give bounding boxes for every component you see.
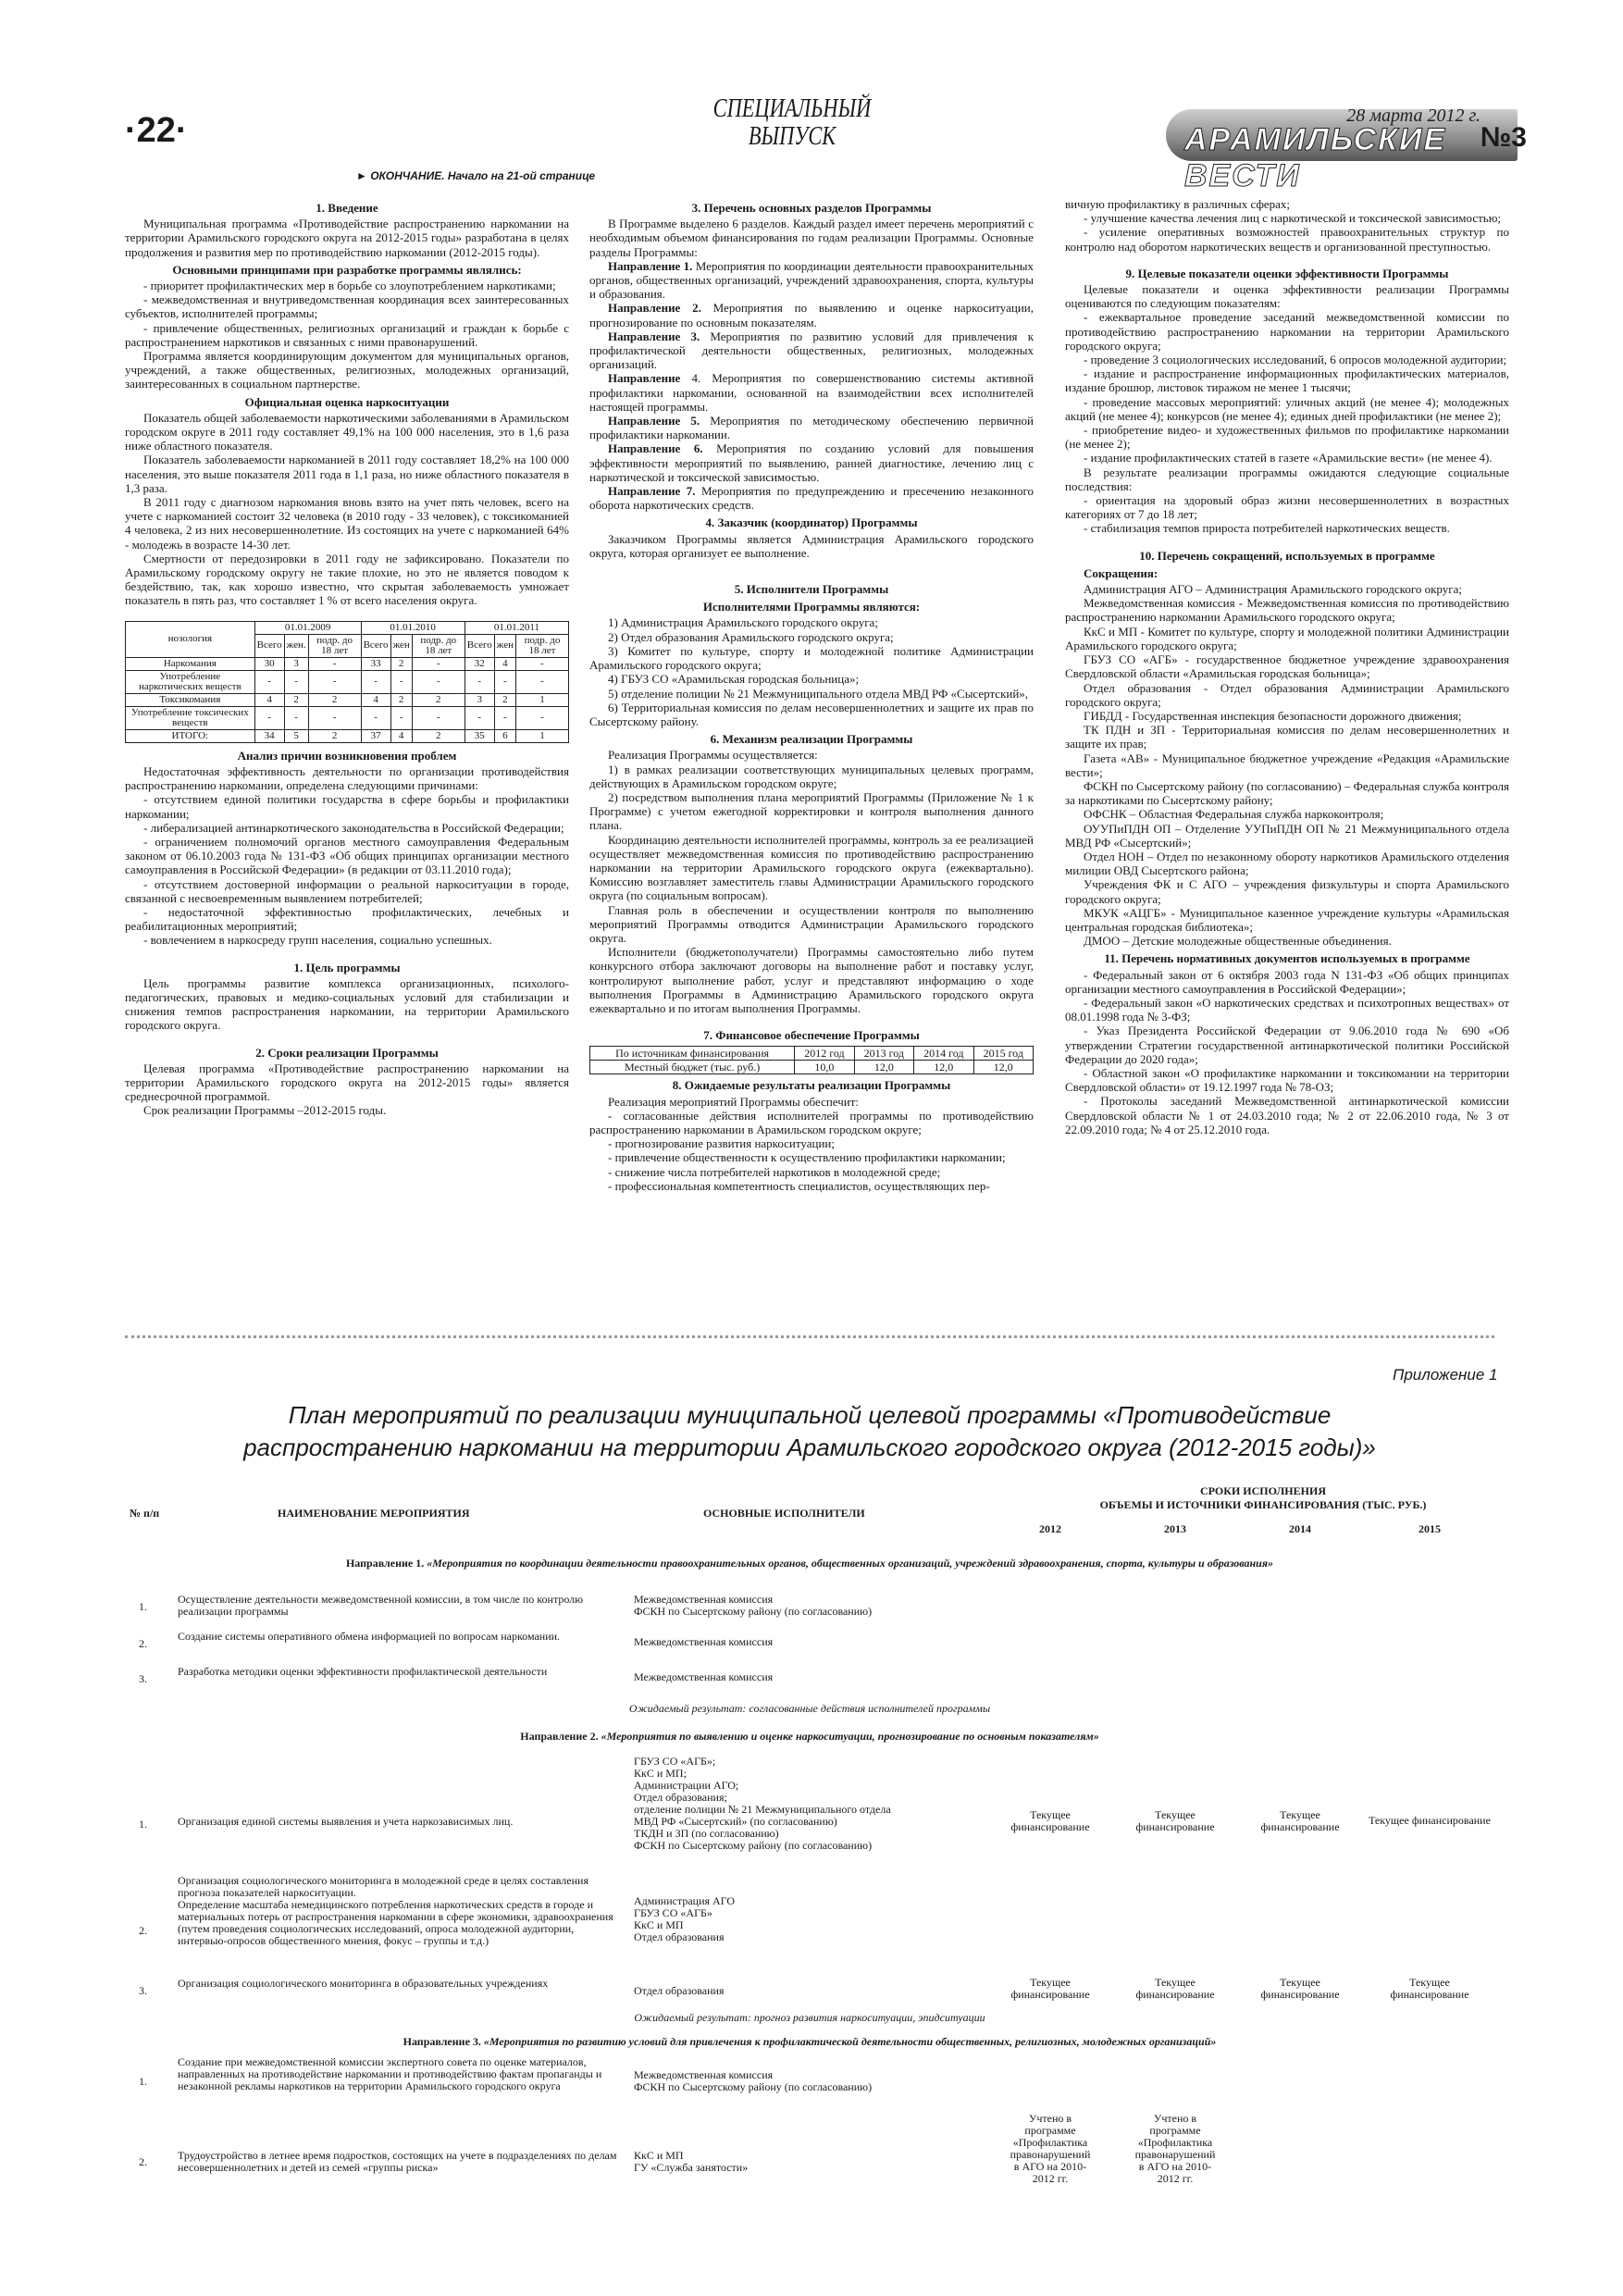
subheading: Исполнителями Программы являются:	[702, 600, 921, 614]
table-cell: 2	[412, 729, 465, 742]
paragraph: Показатель общей заболеваемости наркотическими заболеваниями в Арамильском городском округе в 2011 году составляет 49,1% на 100 000 населения, это в 1,6 раза ниже областного показателя.	[125, 410, 569, 453]
list-item: Отдел НОН – Отдел по незаконному обороту наркотиков Арамильского отделения милиции ОВД Сысертского района;	[1065, 849, 1509, 878]
table-cell: 2	[390, 657, 412, 670]
list-item: - снижение числа потребителей наркотиков в молодежной среде;	[608, 1164, 941, 1179]
direction-text: Мероприятия по координации деятельности правоохранительных органов, общественных организаций, учреждений здравоохранения, спорта, культуры и образования.	[589, 258, 1035, 302]
list-item: Газета «АВ» - Муниципальное бюджетное учреждение «Редакция «Арамильские вести»;	[1065, 751, 1509, 779]
table-header: подр. до 18 лет	[515, 634, 568, 657]
heading: 2. Сроки реализации Программы	[255, 1045, 439, 1060]
table-cell: 5	[284, 729, 308, 742]
column-3	[1065, 197, 1509, 1136]
list-item: - проведение 3 социологических исследований, 6 опросов молодежной аудитории;	[1084, 353, 1507, 367]
heading: 5. Исполнители Программы	[734, 582, 889, 597]
table-cell: Токсикомания	[126, 693, 255, 706]
list-item: Администрация АГО – Администрация Арамильского городского округа;	[1084, 582, 1462, 597]
direction-label: Направление 5.	[608, 414, 700, 428]
activity-name: Организация социологического мониторинга в образовательных учреждениях	[178, 1977, 549, 1990]
list-item: - вовлечением в наркосреду групп населения, социально успешных.	[143, 933, 492, 948]
table-cell: Наркомания	[126, 657, 255, 670]
activity-executors: ГБУЗ СО «АГБ»; КкС и МП; Администрации АГО; Отдел образования; отделение полиции № 21 Межмуниципального отдела МВД РФ «Сысертский» (по согласованию) ТКДН и ЗП (по согласованию) ФСКН по Сысертскому району (по согласованию)	[634, 1755, 891, 1852]
page-number: ·22·	[125, 111, 188, 150]
paragraph: Реализация Программы осуществляется:	[608, 748, 818, 763]
table-header: 2015 год	[973, 1047, 1033, 1061]
paragraph: Цель программы развитие комплекса организационных, психолого-педагогических, правовых и медико-социальных условий для стабилизации и снижения темпов распространения наркомании, на территории Арамильского городского округа.	[125, 975, 569, 1033]
expected-result: Ожидаемый результат: прогноз развития наркоситуации, эпидситуации	[634, 2011, 985, 2024]
table-cell: 2	[494, 693, 515, 706]
direction-label: Направление 3.	[608, 329, 700, 343]
list-item: - Протоколы заседаний Межведомственной антинаркотической комиссии Свердловской области № 1 от 24.03.2010 года; № 2 от 22.06.2010 года, № 3 от 22.09.2010 года; № 4 от 25.12.2010 года.	[1065, 1094, 1509, 1136]
special-line-1: СПЕЦИАЛЬНЫЙ	[712, 94, 872, 123]
paragraph: Исполнители (бюджетополучатели) Программы самостоятельно либо путем конкурсного отбора заключают договоры на выполнение работ и поставку услуг, контролируют выполнение работ, услуг и представляют информацию о ходе выполнения Программы в Администрацию Арамильского городского округа ежеквартально и по итогам выполнения Программы.	[589, 945, 1034, 1015]
issue-date: 28 марта 2012 г.	[1346, 105, 1481, 126]
paragraph: Реализация мероприятий Программы обеспечит:	[608, 1094, 860, 1109]
direction-label: Направление 2.	[608, 301, 701, 316]
table-cell: -	[412, 670, 465, 693]
table-cell: -	[308, 706, 361, 729]
table-cell: -	[361, 706, 390, 729]
morbidity-table	[125, 621, 569, 743]
table-cell: -	[465, 706, 494, 729]
list-item: МКУК «АЦГБ» - Муниципальное казенное учреждение культуры «Арамильская центральная городская библиотека»;	[1065, 905, 1509, 934]
direction-title: «Мероприятия по выявлению и оценке наркоситуации, прогнозирование по основным показателям»	[601, 1730, 1099, 1743]
list-item: КкС и МП - Комитет по культуре, спорту и молодежной политики Администрации Арамильского городского округа;	[1065, 624, 1509, 652]
direction-label: Направление 2.	[520, 1730, 599, 1743]
table-cell: 4	[494, 657, 515, 670]
direction-label: Направление 1.	[608, 258, 693, 273]
direction-3-heading	[125, 2036, 1494, 2048]
special-issue-label	[703, 95, 881, 151]
table-cell: 4	[390, 729, 412, 742]
table-cell: -	[390, 670, 412, 693]
finance-2012: Текущее финансирование	[1010, 1808, 1090, 1833]
table-cell: Местный бюджет (тыс. руб.)	[590, 1061, 795, 1074]
table-cell: 37	[361, 729, 390, 742]
table-cell: 35	[465, 729, 494, 742]
table-header: Всего	[465, 634, 494, 657]
finance-2014: Текущее финансирование	[1260, 1808, 1340, 1833]
table-header: 2013 год	[854, 1047, 913, 1061]
table-header: подр. до 18 лет	[412, 634, 465, 657]
list-item: 2) Отдел образования Арамильского городского округа;	[608, 629, 894, 644]
activity-name: Трудоустройство в летнее время подростков, состоящих на учете в подразделениях по делам несовершеннолетних и детей из семей «группы риска»	[178, 2149, 617, 2174]
direction-text: Мероприятия по предупреждению и пресечению незаконного оборота наркотических средств.	[589, 484, 1035, 513]
table-cell: -	[284, 706, 308, 729]
table-header: жен	[494, 634, 515, 657]
row-number: 3.	[139, 1672, 147, 1685]
activity-name: Разработка методики оценки эффективности профилактической деятельности	[178, 1665, 548, 1678]
special-line-2: ВЫПУСК	[748, 122, 836, 151]
year-2015: 2015	[1419, 1522, 1441, 1535]
heading: 8. Ожидаемые результаты реализации Программы	[672, 1078, 951, 1093]
table-cell: -	[515, 670, 568, 693]
table-cell: 12,0	[854, 1061, 913, 1074]
paragraph: вичную профилактику в различных сферах;	[1065, 197, 1291, 211]
table-cell: -	[494, 670, 515, 693]
paragraph: Главная роль в обеспечении и осуществлении контроля по выполнению мероприятий Программы отводится Администрации Арамильского городского округа.	[589, 902, 1034, 945]
table-header: 01.01.2010	[361, 621, 465, 634]
heading: 7. Финансовое обеспечение Программы	[703, 1028, 920, 1043]
finance-2012: Текущее финансирование	[1010, 1976, 1090, 2001]
table-header: 2014 год	[914, 1047, 973, 1061]
finance-table	[589, 1046, 1034, 1074]
table-cell: 30	[254, 657, 284, 670]
list-item: - приобретение видео- и художественных фильмов по профилактике наркомании (не менее 2);	[1065, 423, 1509, 452]
list-item: - улучшение качества лечения лиц с наркотической и токсической зависимостью;	[1084, 211, 1502, 226]
heading: 1. Цель программы	[293, 960, 401, 974]
list-item: - Федеральный закон «О наркотических средствах и психотропных веществах» от 08.01.1998 года № 3-ФЗ;	[1065, 995, 1509, 1024]
paragraph: В результате реализации программы ожидаются следующие социальные последствия:	[1065, 465, 1509, 493]
table-row	[126, 706, 569, 729]
subheading: Сокращения:	[1084, 565, 1158, 580]
activity-name: Создание при межведомственной комиссии экспертного совета по оценке материалов, направленных на противодействие наркомании и противодействию фактам пропаганды и незаконной рекламы наркотиков на территории Арамильского городского округа	[178, 2055, 602, 2092]
direction-item	[589, 301, 1034, 329]
list-item: - проведение массовых мероприятий: уличных акций (не менее 4); молодежных акций (не менее 4); конкурсов (не менее 4); единых дней профилактики (не менее 2);	[1065, 394, 1509, 423]
dotted-separator	[125, 1335, 1494, 1338]
direction-text: Мероприятия по методическому обеспечению первичной профилактики наркомании.	[589, 414, 1034, 442]
paragraph: Целевые показатели и оценка эффективности реализации Программы оцениваются по следующим показателям:	[1065, 282, 1509, 311]
table-cell: 3	[465, 693, 494, 706]
finance-2013: Учтено в программе «Профилактика правонарушений в АГО на 2010- 2012 гг.	[1134, 2112, 1216, 2185]
table-header: Всего	[361, 634, 390, 657]
paragraph: Заказчиком Программы является Администрация Арамильского городского округа, которая организует ее выполнение.	[589, 531, 1034, 560]
table-header: 2012 год	[795, 1047, 854, 1061]
list-item: - Областной закон «О профилактике наркомании и токсикомании на территории Свердловской области» от 19.12.1997 года № 78-ОЗ;	[1065, 1065, 1509, 1095]
activity-executors: Межведомственная комиссия ФСКН по Сысертскому району (по согласованию)	[634, 2068, 873, 2093]
year-2014: 2014	[1289, 1522, 1311, 1535]
table-cell: -	[412, 657, 465, 670]
table-header: подр. до 18 лет	[308, 634, 361, 657]
table-cell: 1	[515, 693, 568, 706]
finance-2013: Текущее финансирование	[1135, 1976, 1215, 2001]
table-cell: 12,0	[973, 1061, 1033, 1074]
finance-2015: Текущее финансирование	[1369, 1814, 1491, 1827]
list-item: - стабилизация темпов прироста потребителей наркотических веществ.	[1084, 521, 1450, 536]
direction-title: «Мероприятия по развитию условий для привлечения к профилактической деятельности общественных, религиозных, молодежных организаций»	[483, 2035, 1217, 2048]
year-2013: 2013	[1164, 1522, 1186, 1535]
direction-item	[589, 414, 1034, 441]
list-item: - привлечение общественности к осуществлению профилактики наркомании;	[608, 1150, 1006, 1165]
list-item: 6) Территориальная комиссия по делам несовершеннолетних и защите их прав по Сысертскому району.	[589, 700, 1034, 728]
list-item: 3) Комитет по культуре, спорту и молодежной политике Администрации Арамильского городского округа;	[589, 643, 1034, 673]
heading: 4. Заказчик (координатор) Программы	[705, 515, 918, 530]
heading: Официальная оценка наркоситуации	[244, 394, 450, 409]
direction-label: Направление 3.	[403, 2035, 481, 2048]
table-cell: 2	[308, 693, 361, 706]
heading: 6. Механизм реализации Программы	[710, 732, 913, 747]
table-cell: Употребление токсических веществ	[126, 706, 255, 729]
table-header: жен.	[284, 634, 308, 657]
expected-result: Ожидаемый результат: согласованные действия исполнителей программы	[628, 1702, 991, 1715]
paragraph: Показатель заболеваемости наркоманией в 2011 году составляет 18,2% на 100 000 населения, это выше показателя 2011 года в 1,1 раза, но ниже областного показателя в 1,3 раза.	[125, 453, 569, 495]
table-row	[126, 729, 569, 742]
table-header: 01.01.2011	[465, 621, 568, 634]
finance-2015: Текущее финансирование	[1390, 1976, 1469, 2001]
heading: 11. Перечень нормативных документов используемых в программе	[1104, 951, 1470, 966]
finance-2013: Текущее финансирование	[1135, 1808, 1215, 1833]
paragraph: Программа является координирующим документом для муниципальных органов, учреждений, а также общественных, религиозных, молодежных организаций, заинтересованных в социальном партнерстве.	[125, 349, 569, 391]
heading: Основными принципами при разработке программы являлись:	[172, 262, 522, 277]
list-item: - усиление оперативных возможностей правоохранительных структур по контролю над оборотом наркотических веществ и организованной преступностью.	[1065, 225, 1509, 254]
list-item: - ежеквартальное проведение заседаний межведомственной комиссии по противодействию распространению наркомании на территории Арамильского городского округа;	[1065, 310, 1509, 353]
col-header-name: НАИМЕНОВАНИЕ МЕРОПРИЯТИЯ	[278, 1507, 470, 1520]
paragraph: Муниципальная программа «Противодействие распространению наркомании на территории Арамильского городского округа на 2012-2015 годы» разработана в целях продолжения и развития мер по противодействию наркомании (2012-2015 годы).	[125, 217, 569, 259]
table-cell: -	[254, 706, 284, 729]
table-cell: 4	[361, 693, 390, 706]
list-item: 4) ГБУЗ СО «Арамильская городская больница»;	[608, 672, 860, 687]
activity-name: Организация социологического мониторинга в молодежной среде в целях составления прогноза показателей наркоситуации. Определение масштаба немедицинского потребления наркотических средств в городе и материальных потерь от распространения наркомании в сфере экономики, здравоохранения (путем проведения социологических исследований, опроса молодежной аудитории, интервью-опросов общественного мнения, фокус – группы и т.д.)	[178, 1874, 613, 1947]
list-item: - Указ Президента Российской Федерации от 9.06.2010 года № 690 «Об утверждении Стратегии государственной антинаркотической политики Российской Федерации до 2020 года»;	[1065, 1024, 1509, 1066]
list-item: - отсутствием достоверной информации о реальной наркоситуации в городе, связанной с несвоевременным выявлением потребителей;	[125, 876, 569, 905]
table-cell: 12,0	[914, 1061, 973, 1074]
table-cell: 33	[361, 657, 390, 670]
table-header: нозология	[126, 621, 255, 657]
appendix-title	[139, 1399, 1481, 1464]
activity-executors: Межведомственная комиссия	[634, 1670, 774, 1683]
activity-executors: КкС и МП ГУ «Служба занятости»	[634, 2149, 749, 2174]
heading: 10. Перечень сокращений, используемых в программе	[1139, 548, 1435, 563]
list-item: ГБУЗ СО «АГБ» - государственное бюджетное учреждение здравоохранения Свердловской области «Арамильская городская больница»;	[1065, 652, 1509, 681]
direction-item	[589, 441, 1034, 484]
table-cell: Употребление наркотических веществ	[126, 670, 255, 693]
paragraph: Недостаточная эффективность деятельности по организации противодействия распространению наркомании, определена следующими причинами:	[125, 763, 569, 793]
table-cell: -	[494, 706, 515, 729]
direction-item	[589, 259, 1034, 302]
list-item: - недостаточной эффективностью профилактических, лечебных и реабилитационных мероприятий;	[125, 904, 569, 934]
list-item: - профессиональная компетентность специалистов, осуществляющих пер-	[608, 1178, 990, 1193]
table-row	[590, 1047, 1034, 1061]
direction-2-heading	[125, 1731, 1494, 1743]
table-cell: 32	[465, 657, 494, 670]
table-cell: 2	[412, 693, 465, 706]
table-cell: -	[254, 670, 284, 693]
row-number: 2.	[139, 2155, 147, 2168]
list-item: - ориентация на здоровый образ жизни несовершеннолетних в возрастных категориях от 7 до 18 лет;	[1065, 493, 1509, 522]
list-item: 1) в рамках реализации соответствующих муниципальных целевых программ, действующих в Арамильском городском округе;	[589, 762, 1034, 790]
table-cell: ИТОГО:	[126, 729, 255, 742]
table-cell: 6	[494, 729, 515, 742]
table-row	[590, 1061, 1034, 1074]
table-cell: 2	[308, 729, 361, 742]
activity-executors: Отдел образования	[634, 1984, 725, 1997]
heading: 1. Введение	[316, 201, 378, 215]
list-item: ГИБДД - Государственная инспекция безопасности дорожного движения;	[1084, 708, 1462, 723]
finance-2014: Текущее финансирование	[1260, 1976, 1340, 2001]
table-cell: -	[308, 670, 361, 693]
list-item: - прогнозирование развития наркоситуации;	[608, 1136, 835, 1151]
col-header-exec: ОСНОВНЫЕ ИСПОЛНИТЕЛИ	[703, 1507, 865, 1520]
row-number: 1.	[139, 1818, 147, 1831]
table-cell: -	[515, 706, 568, 729]
list-item: ОУУПиПДН ОП – Отделение УУПиПДН ОП № 21 Межмуниципального отдела МВД РФ «Сысертский»;	[1065, 821, 1509, 850]
list-item: ТК ПДН и ЗП - Территориальная комиссия по делам несовершеннолетних и защите их прав;	[1065, 723, 1509, 751]
heading: Анализ причин возникновения проблем	[237, 748, 457, 763]
activity-name: Осуществление деятельности межведомственной комиссии, в том числе по контролю реализации программы	[178, 1593, 584, 1618]
direction-label: Направление 7.	[608, 484, 696, 499]
direction-text: Мероприятия по созданию условий для повышения эффективности мероприятий по выявлению, ранней диагностике, лечению лиц с наркотической и токсической зависимостью.	[589, 441, 1034, 484]
list-item: 5) отделение полиции № 21 Межмуниципального отдела МВД РФ «Сысертский»,	[608, 686, 1029, 701]
list-item: 1) Администрация Арамильского городского округа;	[608, 615, 878, 630]
table-cell: 4	[254, 693, 284, 706]
table-header: жен	[390, 634, 412, 657]
table-cell: 1	[515, 729, 568, 742]
table-header: По источникам финансирования	[590, 1047, 795, 1061]
table-cell: -	[361, 670, 390, 693]
column-1	[125, 197, 569, 1118]
paragraph: В 2011 году с диагнозом наркомания вновь взято на учет пять человек, всего на учете с наркоманией состоит 32 человека (в 2010 году - 33 человек), с токсикоманией 4 человека, 2 из них несовершеннолетние. Из состоящих на учете с наркоманией 64% - молодежь в возрасте 14-30 лет.	[125, 495, 569, 552]
direction-label: Направление 1.	[345, 1557, 425, 1570]
table-cell: 2	[390, 693, 412, 706]
list-item: - издание и распространение информационных профилактических материалов, издание брошюр, листовок тиражом не менее 1 тысячи;	[1065, 366, 1509, 395]
table-cell: 3	[284, 657, 308, 670]
direction-label: Направление 6.	[608, 441, 703, 456]
newspaper-title: АРАМИЛЬСКИЕ ВЕСТИ	[1184, 122, 1447, 193]
table-cell: -	[390, 706, 412, 729]
direction-item	[589, 329, 1034, 372]
list-item: - согласованные действия исполнителей программы по противодействию распространению наркомании в Арамильском городском округе;	[589, 1108, 1034, 1136]
appendix-title-line-2: распространению наркомании на территории Арамильского городского округа (2012-2015 годы)»	[243, 1433, 1376, 1461]
list-item: 2) посредством выполнения плана мероприятий Программы (Приложение № 1 к Программе) с учетом ежегодной корректировки и контроля выполнения данного плана.	[589, 789, 1034, 833]
row-number: 3.	[139, 1984, 147, 1997]
direction-text: Мероприятия по выявлению и оценке наркоситуации, прогнозирование по основным показателям.	[589, 301, 1035, 329]
table-cell: -	[515, 657, 568, 670]
table-cell: -	[308, 657, 361, 670]
table-cell: -	[465, 670, 494, 693]
table-cell: 10,0	[795, 1061, 854, 1074]
activity-executors: Межведомственная комиссия	[634, 1635, 774, 1648]
paragraph: Целевая программа «Противодействие распространению наркомании на территории Арамильского городского округа на 2012-2015 годы» является среднесрочной программой.	[125, 1061, 569, 1104]
direction-label: Направление	[608, 371, 681, 386]
column-2	[589, 197, 1034, 1193]
direction-title: «Мероприятия по координации деятельности правоохранительных органов, общественных организаций, учреждений здравоохранения, спорта, культуры и образования»	[427, 1557, 1274, 1570]
direction-text: Мероприятия по развитию условий для привлечения к профилактической деятельности общественных, религиозных, молодежных организаций.	[589, 329, 1035, 372]
paragraph: В Программе выделено 6 разделов. Каждый раздел имеет перечень мероприятий с необходимым объемом финансирования по годам реализации Программы. Основные разделы Программы:	[589, 217, 1034, 259]
table-header: 01.01.2009	[254, 621, 361, 634]
list-item: Учреждения ФК и С АГО – учреждения физкультуры и спорта Арамильского городского округа;	[1065, 877, 1509, 906]
list-item: Межведомственная комиссия - Межведомственная комиссия по противодействию распространению наркомании Арамильского городского округа;	[1065, 596, 1509, 625]
paragraph: Координацию деятельности исполнителей программы, контроль за ее реализацией осуществляет межведомственная комиссия по противодействию распространению наркомании на территории Арамильского городского округа (ежеквартально). Комиссию возглавляет заместитель главы Администрации Арамильского городского округа (по социальным вопросам).	[589, 832, 1034, 903]
table-row	[126, 670, 569, 693]
list-item: ОФСНК – Областная Федеральная служба наркоконтроля;	[1084, 807, 1384, 822]
direction-1-heading	[125, 1558, 1494, 1570]
list-item: - межведомственная и внутриведомственная координация всех заинтересованных субъектов, исполнителей программы;	[125, 292, 569, 321]
masthead	[1147, 102, 1527, 193]
year-2012: 2012	[1039, 1522, 1061, 1535]
table-cell: 34	[254, 729, 284, 742]
heading: 3. Перечень основных разделов Программы	[691, 201, 932, 215]
activity-name: Организация единой системы выявления и учета наркозависимых лиц.	[178, 1815, 514, 1828]
row-number: 1.	[139, 1600, 147, 1613]
appendix-title-line-1: План мероприятий по реализации муниципальной целевой программы «Противодействие	[288, 1401, 1332, 1429]
list-item: - либерализацией антинаркотического законодательства в Российской Федерации;	[143, 820, 564, 835]
list-item: Отдел образования - Отдел образования Администрации Арамильского городского округа;	[1065, 680, 1509, 709]
list-item: - приоритет профилактических мер в борьбе со злоупотреблением наркотиками;	[143, 279, 556, 293]
list-item: - Федеральный закон от 6 октября 2003 года N 131-ФЗ «Об общих принципах организации местного самоуправления в Российской Федерации»;	[1065, 967, 1509, 996]
list-item: - отсутствием единой политики государства в сфере борьбы и профилактики наркомании;	[125, 792, 569, 821]
col-header-terms: СРОКИ ИСПОЛНЕНИЯ	[1200, 1484, 1326, 1497]
activity-executors: Межведомственная комиссия ФСКН по Сысертскому району (по согласованию)	[634, 1593, 873, 1618]
table-cell: 2	[284, 693, 308, 706]
row-number: 1.	[139, 2075, 147, 2088]
table-row	[126, 657, 569, 670]
heading: 9. Целевые показатели оценки эффективности Программы	[1125, 266, 1449, 280]
list-item: - ограничением полномочий органов местного самоуправления Федеральным законом от 06.10.2003 года № 131-ФЗ «Об общих принципах организации местного самоуправления в Российской Федерации» (в редакции от 03.11.2010 года);	[125, 834, 569, 877]
paragraph: Срок реализации Программы –2012-2015 годы.	[143, 1103, 387, 1118]
table-header: Всего	[254, 634, 284, 657]
direction-text: 4. Мероприятия по совершенствованию системы активной профилактики наркомании, основанной на взаимодействии всех исполнителей настоящей программы.	[589, 371, 1035, 414]
list-item: - издание профилактических статей в газете «Арамильские вести» (не менее 4).	[1084, 451, 1493, 465]
row-number: 2.	[139, 1637, 147, 1650]
activity-name: Создание системы оперативного обмена информацией по вопросам наркомании.	[178, 1630, 561, 1643]
direction-item	[589, 484, 1034, 512]
issue-number: №3	[1480, 122, 1527, 153]
table-cell: -	[284, 670, 308, 693]
table-row	[126, 693, 569, 706]
finance-2012: Учтено в программе «Профилактика правонарушений в АГО на 2010- 2012 гг.	[1010, 2112, 1091, 2185]
paragraph: Смертности от передозировки в 2011 году не зафиксировано. Показатели по Арамильскому городскому округу не такие плохие, но это не является поводом к бездействию, так, как хорошо известно, что скрытая заболеваемость умножает показатель в пять раз, что составляет 1 % от всего населения округа.	[125, 551, 569, 608]
direction-item	[589, 371, 1034, 414]
list-item: ФСКН по Сысертскому району (по согласованию) – Федеральная служба контроля за наркотиками по Сысертскому району;	[1065, 778, 1509, 808]
col-header-num: № п/п	[130, 1507, 160, 1520]
col-header-finance: ОБЪЕМЫ И ИСТОЧНИКИ ФИНАНСИРОВАНИЯ (ТЫС. РУБ.)	[1099, 1498, 1427, 1511]
activity-executors: Администрация АГО ГБУЗ СО «АГБ» КкС и МП Отдел образования	[634, 1894, 736, 1943]
list-item: ДМОО – Детские молодежные общественные объединения.	[1084, 934, 1392, 949]
continuation-note: ► ОКОНЧАНИЕ. Начало на 21-ой странице	[356, 169, 596, 182]
list-item: - привлечение общественных, религиозных организаций и граждан к борьбе с распространением наркотиков и связанных с ними правонарушений.	[125, 320, 569, 349]
table-cell: -	[412, 706, 465, 729]
appendix-label: Приложение 1	[1393, 1366, 1498, 1384]
row-number: 2.	[139, 1924, 147, 1937]
